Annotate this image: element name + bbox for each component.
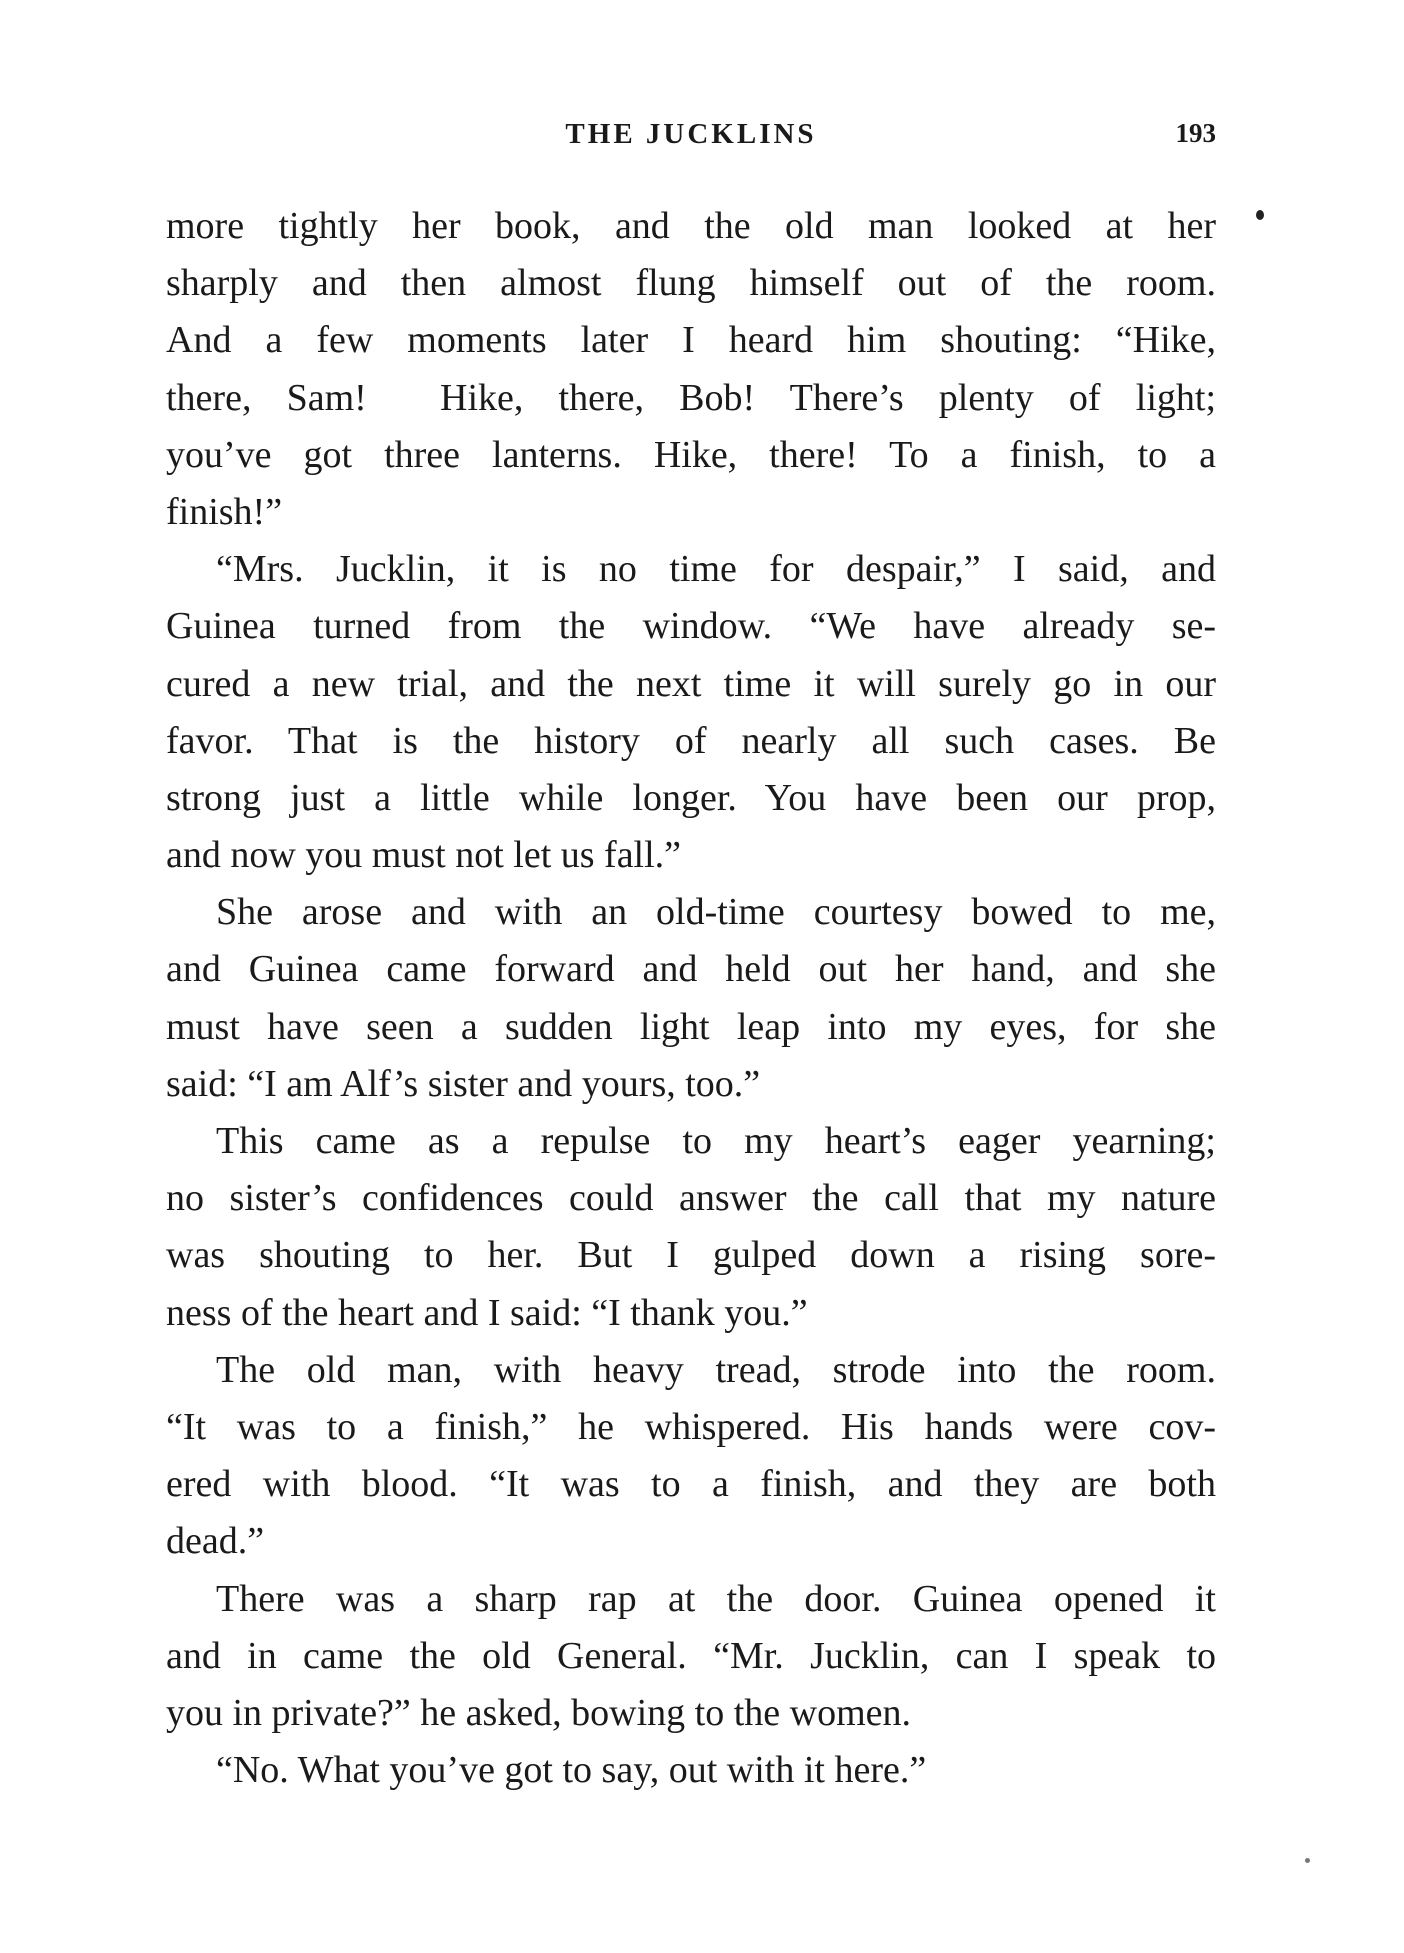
text-line: And a few moments later I heard him shouting: “Hike, [166, 319, 1216, 362]
text-line: There was a sharp rap at the door. Guinea opened it [216, 1577, 1216, 1620]
running-head [166, 118, 1216, 158]
text-line: “It was to a finish,” he whispered. His hands were cov- [166, 1405, 1216, 1448]
ink-speck [1305, 1858, 1310, 1863]
text-line: She arose and with an old-time courtesy bowed to me, [216, 891, 1216, 934]
text-line: “No. What you’ve got to say, out with it here.” [216, 1749, 927, 1792]
text-line: ness of the heart and I said: “I thank you.” [166, 1291, 808, 1334]
text-line: dead.” [166, 1520, 265, 1563]
text-line: sharply and then almost flung himself out of the room. [166, 262, 1216, 305]
text-line: more tightly her book, and the old man looked at her [166, 205, 1216, 247]
text-line: This came as a repulse to my heart’s eager yearning; [216, 1120, 1216, 1162]
text-line: was shouting to her. But I gulped down a rising sore- [166, 1234, 1216, 1277]
text-line: Guinea turned from the window. “We have already se- [166, 605, 1216, 648]
text-line: The old man, with heavy tread, strode into the room. [216, 1348, 1216, 1391]
text-line: you in private?” he asked, bowing to the women. [166, 1691, 912, 1734]
text-line: strong just a little while longer. You have been our prop, [166, 776, 1216, 819]
text-line: no sister’s confidences could answer the call that my nature [166, 1177, 1216, 1220]
text-line: favor. That is the history of nearly all such cases. Be [166, 719, 1216, 762]
text-line: and Guinea came forward and held out her hand, and she [166, 948, 1216, 991]
body-text [166, 198, 1216, 1799]
text-line: and now you must not let us fall.” [166, 834, 682, 877]
ink-speck [1256, 210, 1264, 220]
running-title: THE JUCKLINS [565, 118, 817, 150]
text-line: must have seen a sudden light leap into my eyes, for she [166, 1005, 1216, 1048]
text-line: ered with blood. “It was to a finish, and they are both [166, 1463, 1216, 1506]
page-number: 193 [1175, 118, 1216, 148]
text-line: there, Sam! Hike, there, Bob! There’s plenty of light; [166, 376, 1216, 419]
text-line: you’ve got three lanterns. Hike, there! To a finish, to a [166, 433, 1216, 476]
text-line: and in came the old General. “Mr. Jucklin, can I speak to [166, 1634, 1216, 1677]
text-line: finish!” [166, 490, 283, 533]
text-line: “Mrs. Jucklin, it is no time for despair,” I said, and [216, 548, 1216, 591]
text-line: said: “I am Alf’s sister and yours, too.” [166, 1062, 761, 1105]
text-line: cured a new trial, and the next time it will surely go in our [166, 662, 1216, 705]
